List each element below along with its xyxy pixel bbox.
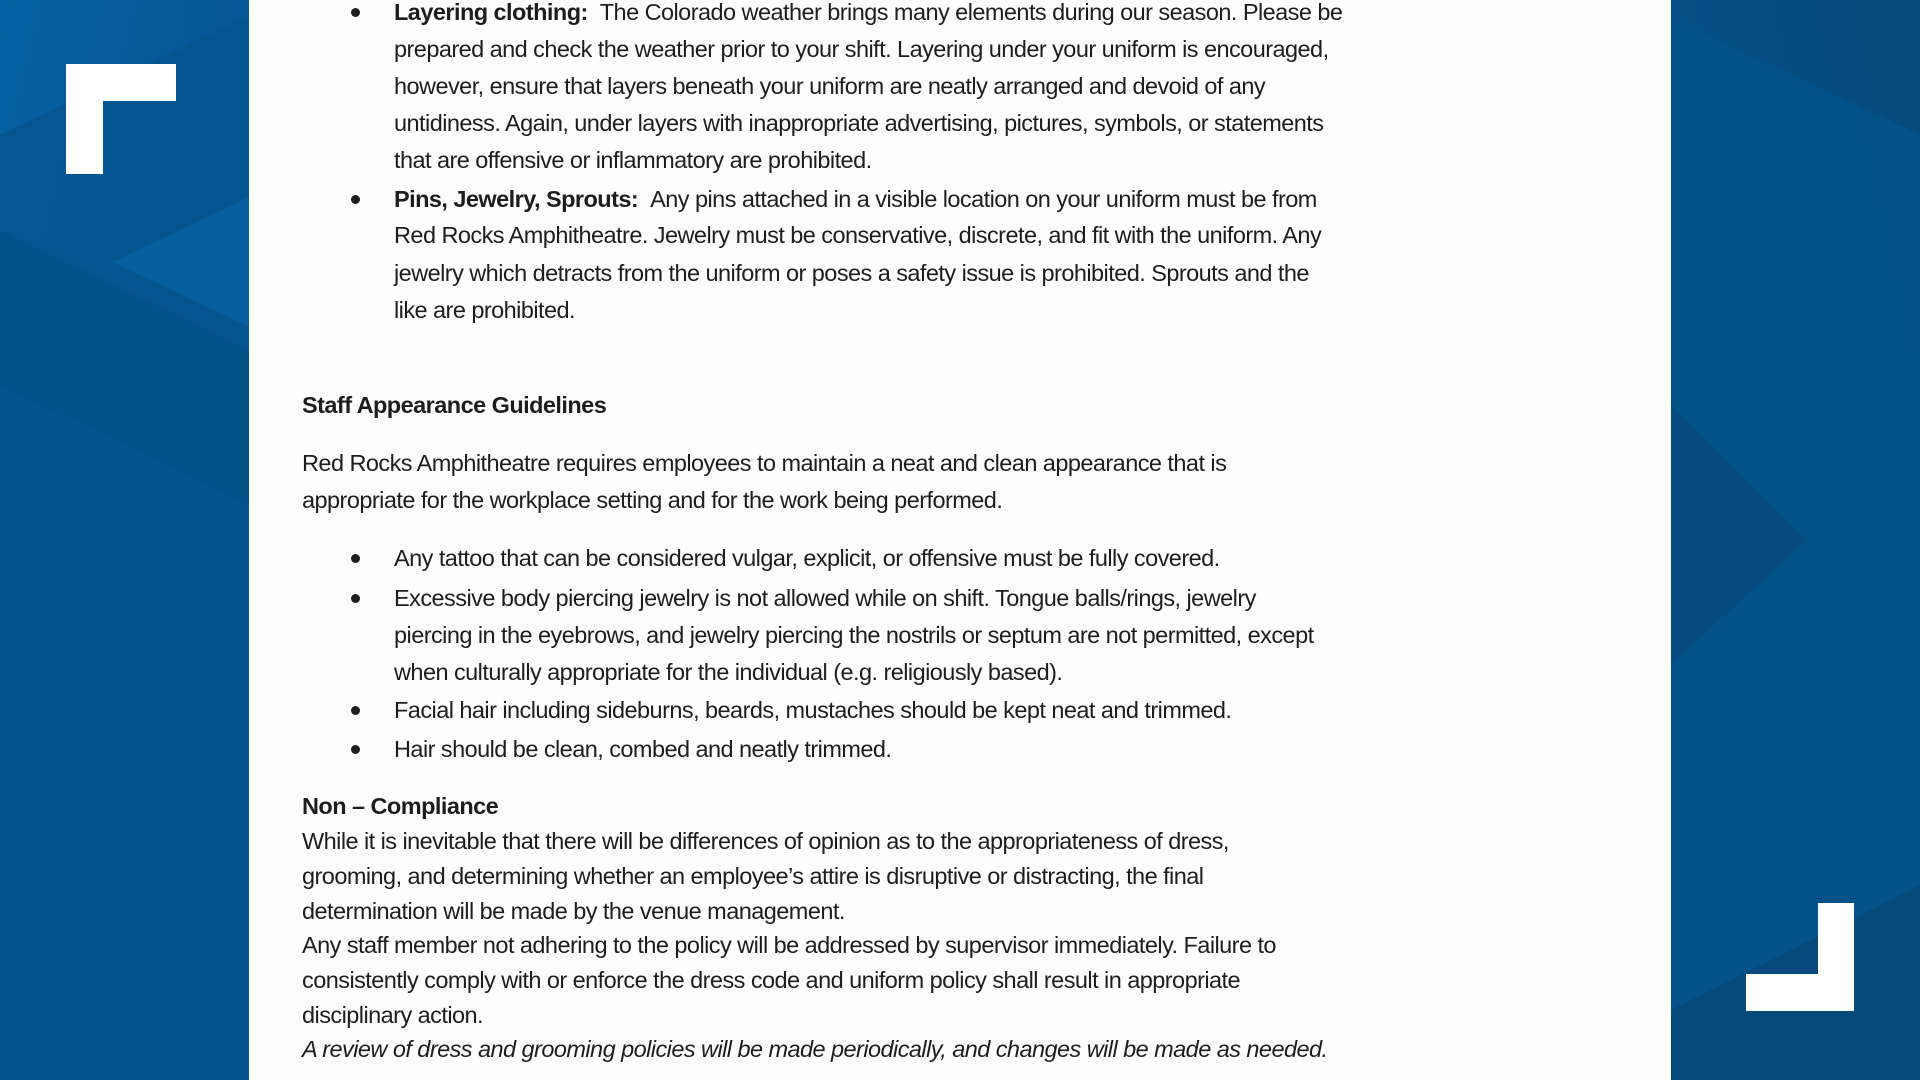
list-item-text: untidiness. Again, under layers with inappropriate advertising, pictures, symbols, or statements [394, 110, 1324, 136]
list-item-text: jewelry which detracts from the uniform or poses a safety issue is prohibited. Sprouts and the [394, 260, 1309, 286]
paragraph-line: While it is inevitable that there will be differences of opinion as to the appropriateness of dress, [302, 828, 1229, 854]
paragraph-line: consistently comply with or enforce the dress code and uniform policy shall result in appropriate [302, 967, 1241, 993]
bullet-icon [351, 594, 360, 603]
bullet-icon [351, 195, 360, 204]
section-heading-staff-appearance: Staff Appearance Guidelines [302, 392, 607, 418]
list-item-text: Facial hair including sideburns, beards, mustaches should be kept neat and trimmed. [394, 697, 1232, 723]
list-item-text: piercing in the eyebrows, and jewelry piercing the nostrils or septum are not permitted, except [394, 622, 1314, 648]
list-item-label: Layering clothing: [394, 0, 588, 25]
corner-bracket-bottom-right-horizontal [1746, 974, 1854, 1011]
bullet-icon [351, 745, 360, 754]
bullet-icon [351, 554, 360, 563]
paragraph-line: grooming, and determining whether an employee’s attire is disruptive or distracting, the final [302, 863, 1204, 889]
list-item-label: Pins, Jewelry, Sprouts: [394, 186, 639, 212]
list-item-text: however, ensure that layers beneath your uniform are neatly arranged and devoid of any [394, 73, 1266, 99]
bullet-icon [351, 706, 360, 715]
document-page: Layering clothing: The Colorado weather brings many elements during our season. Please be prepared and check the weather prior to your shift. Layering under your uniform is encouraged, however, ensure that layers beneath your uniform are neatly arranged and devoid of any untidiness. Again, under layers with inappropriate advertising, pictures, symbols, or statements that are offensive or inflammatory are prohibited. Pins, Jewelry, Sprouts: Any pins attached in a visible location on your uniform must be from Red Rocks Amphitheatre. Jewelry must be conservative, discrete, and fit with the uniform. Any jewelry which detracts from the uniform or poses a safety issue is prohibited. Sprouts and the like are prohibited. Staff Appearance Guidelines Red Rocks Amphitheatre requires employees to maintain a neat and clean appearance that is appropriate for the workplace setting and for the work being performed. Any tattoo that can be considered vulgar, explicit, or offensive must be fully covered. Excessive body piercing jewelry is not allowed while on shift. Tongue balls/rings, jewelry piercing in the eyebrows, and jewelry piercing the nostrils or septum are not permitted, except when culturally appropriate for the individual (e.g. religiously based). Facial hair including sideburns, beards, mustaches should be kept neat and trimmed. Hair should be clean, combed and neatly trimmed. Non – Compliance While it is inevitable that there will be differences of opinion as to the appropriateness of dress, grooming, and determining whether an employee’s attire is disruptive or distracting, the final determination will be made by the venue management. Any staff member not adhering to the policy will be addressed by supervisor immediately. Failure to consistently comply with or enforce the dress code and uniform policy shall result in appropriate disciplinary action. A review of dress and grooming policies will be made periodically, and changes will be made as needed. [249, 0, 1671, 1080]
paragraph-line: Any staff member not adhering to the policy will be addressed by supervisor immediately. Failure to [302, 932, 1276, 958]
list-item-text: Any tattoo that can be considered vulgar, explicit, or offensive must be fully covered. [394, 545, 1220, 571]
list-item-text: Red Rocks Amphitheatre. Jewelry must be conservative, discrete, and fit with the uniform. Any [394, 222, 1322, 248]
list-item-text: prepared and check the weather prior to your shift. Layering under your uniform is encouraged, [394, 36, 1329, 62]
closing-note: A review of dress and grooming policies will be made periodically, and changes will be made as needed. [302, 1036, 1328, 1062]
paragraph-line: disciplinary action. [302, 1002, 484, 1028]
list-item-text: that are offensive or inflammatory are prohibited. [394, 147, 872, 173]
list-item-text: like are prohibited. [394, 297, 576, 323]
bullet-icon [351, 8, 360, 17]
list-item-text: when culturally appropriate for the individual (e.g. religiously based). [394, 659, 1063, 685]
corner-bracket-top-left-vertical [66, 64, 103, 174]
paragraph-line: Red Rocks Amphitheatre requires employees to maintain a neat and clean appearance that is [302, 450, 1227, 476]
list-item-text: Excessive body piercing jewelry is not allowed while on shift. Tongue balls/rings, jewelry [394, 585, 1256, 611]
list-item-text: Hair should be clean, combed and neatly trimmed. [394, 736, 892, 762]
section-heading-non-compliance: Non – Compliance [302, 793, 499, 819]
paragraph-line: appropriate for the workplace setting and for the work being performed. [302, 487, 1003, 513]
paragraph-line: determination will be made by the venue management. [302, 898, 845, 924]
